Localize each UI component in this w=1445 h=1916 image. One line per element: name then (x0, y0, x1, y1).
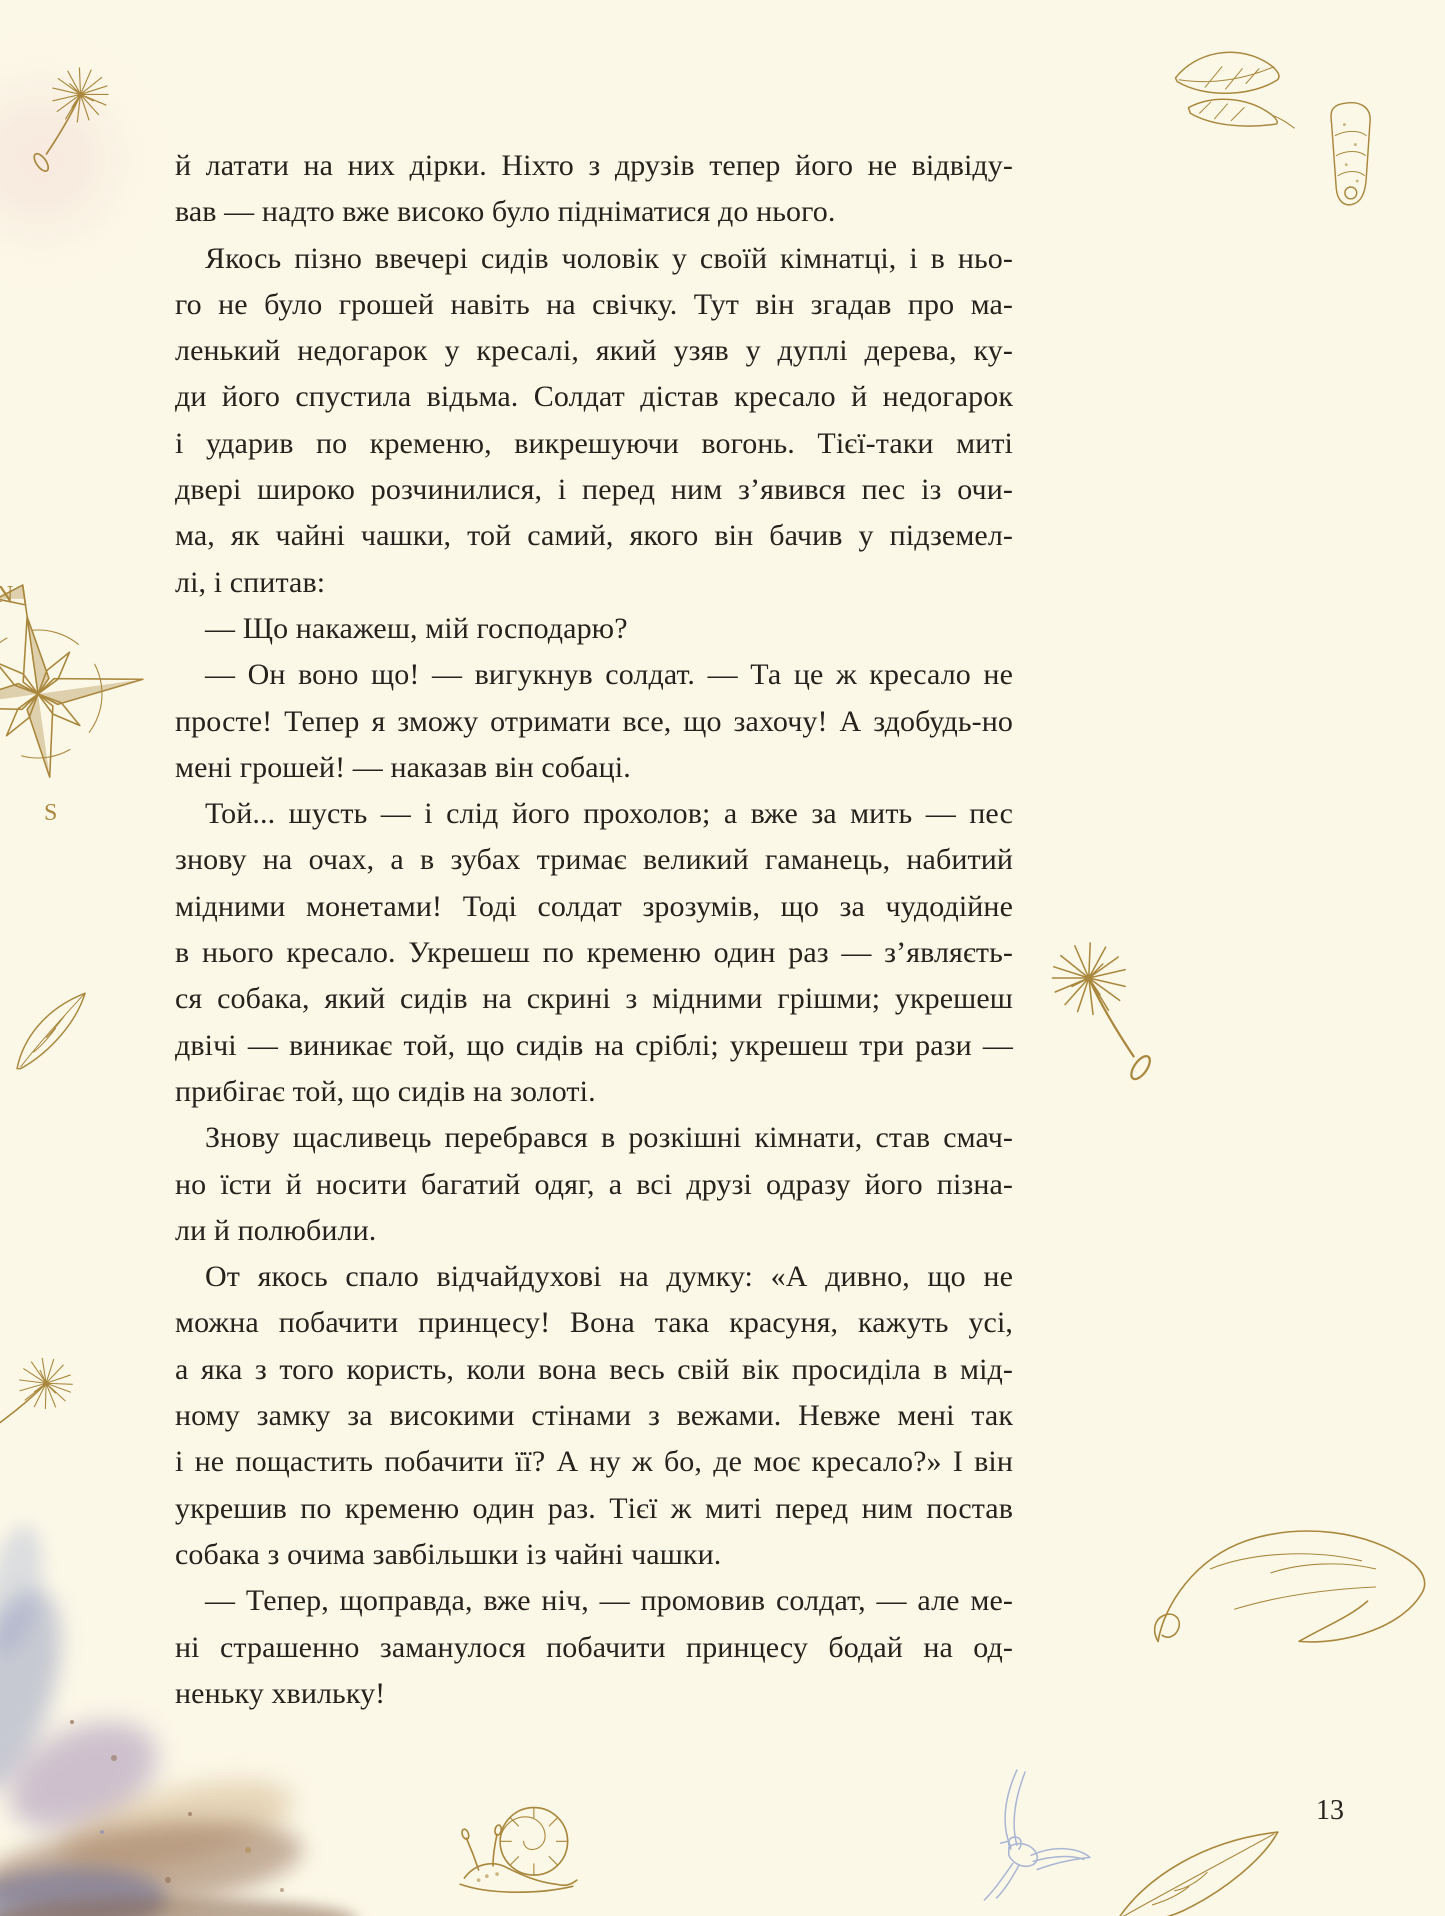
compass-rose-icon (0, 558, 150, 830)
text-line: в нього кресало. Укрешеш по кременю один раз — з’являєть- (175, 936, 1013, 970)
text-line: ні страшенно заманулося побачити принцесу бодай на од- (175, 1630, 1013, 1664)
text-line: знову на очах, а в зубах тримає великий гаманець, набитий (175, 843, 1013, 877)
text-line: Той... шусть — і слід його прохолов; а вже за мить — пес (205, 797, 1013, 831)
text-line: ли й полюбили. (175, 1213, 377, 1247)
seed-pod-shell-icon (1308, 96, 1390, 216)
text-line: мені грошей! — наказав він собаці. (175, 750, 631, 784)
text-line: ленький недогарок у кресалі, який узяв у дуплі дерева, ку- (175, 334, 1013, 368)
text-line: вав — надто вже високо було підніматися до нього. (175, 195, 836, 229)
dandelion-seed-icon (0, 1315, 103, 1492)
text-line: і не пощастить побачити її? А ну ж бо, де моє кресало?» І він (175, 1445, 1013, 1479)
text-line: собака з очима завбільшки із чайні чашки. (175, 1537, 722, 1571)
dandelion-seed-icon (16, 52, 128, 190)
text-line: Якось пізно ввечері сидів чоловік у своїй кімнатці, і в ньо- (205, 241, 1013, 275)
text-line: ся собака, який сидів на скрині з мідними грішми; укрешеш (175, 982, 1013, 1016)
story-text (175, 143, 1013, 1717)
text-line: можна побачити принцесу! Вона така красуня, кажуть усі, (175, 1306, 1013, 1340)
text-line: двічі — виникає той, що сидів на сріблі; укрешеш три рази — (175, 1028, 1013, 1062)
text-line: ному замку за високими стінами з вежами. Невже мені так (175, 1399, 1013, 1433)
text-line: ди його спустила відьма. Солдат дістав кресало й недогарок (175, 380, 1013, 414)
feather-icon (1112, 1828, 1284, 1916)
paint-speckles (70, 1720, 74, 1724)
text-line: лі, і спитав: (175, 565, 326, 599)
text-line: укрешив по кременю один раз. Тієї ж миті перед ним постав (175, 1491, 1013, 1525)
page-number: 13 (1316, 1795, 1344, 1826)
leaf-sprigs-icon (1168, 36, 1298, 144)
dandelion-seed-icon (1030, 922, 1170, 1104)
text-line: і ударив по кременю, викрешуючи вогонь. Тієї-таки миті (175, 426, 1013, 460)
text-line: — Тепер, щоправда, вже ніч, — промовив солдат, — але ме- (205, 1584, 1013, 1618)
text-line: просте! Тепер я зможу отримати все, що захочу! А здобудь-но (175, 704, 1013, 738)
text-line: двері широко розчинилися, і перед ним з’явився пес із очи- (175, 473, 1013, 507)
text-line: прибігає той, що сидів на золоті. (175, 1074, 596, 1108)
feather-icon (6, 982, 98, 1078)
text-line: Знову щасливець перебрався в розкішні кімнати, став смач- (205, 1121, 1013, 1155)
text-line: — Що накажеш, мій господарю? (205, 611, 628, 645)
text-line: го не було грошей навіть на свічку. Тут він згадав про ма- (175, 287, 1013, 321)
text-line: — Он воно що! — вигукнув солдат. — Та це ж кресало не (205, 658, 1013, 692)
text-line: й латати на них дірки. Ніхто з друзів тепер його не відвіду- (175, 149, 1013, 182)
text-line: а яка з того користь, коли вона весь свій вік просиділа в мід- (175, 1352, 1013, 1386)
flying-bird-icon (952, 1762, 1094, 1904)
text-line: неньку хвильку! (175, 1676, 386, 1710)
text-line: но їсти й носити багатий одяг, а всі друзі одразу його пізна- (175, 1167, 1013, 1201)
text-line: От якось спало відчайдухові на думку: «А дивно, що не (205, 1260, 1013, 1294)
snail-icon (448, 1790, 586, 1908)
text-line: ма, як чайні чашки, той самий, якого він бачив у підземел- (175, 519, 1013, 553)
text-line: мідними монетами! Тоді солдат зрозумів, що за чудодійне (175, 889, 1013, 923)
curled-feather-icon (1150, 1512, 1432, 1664)
